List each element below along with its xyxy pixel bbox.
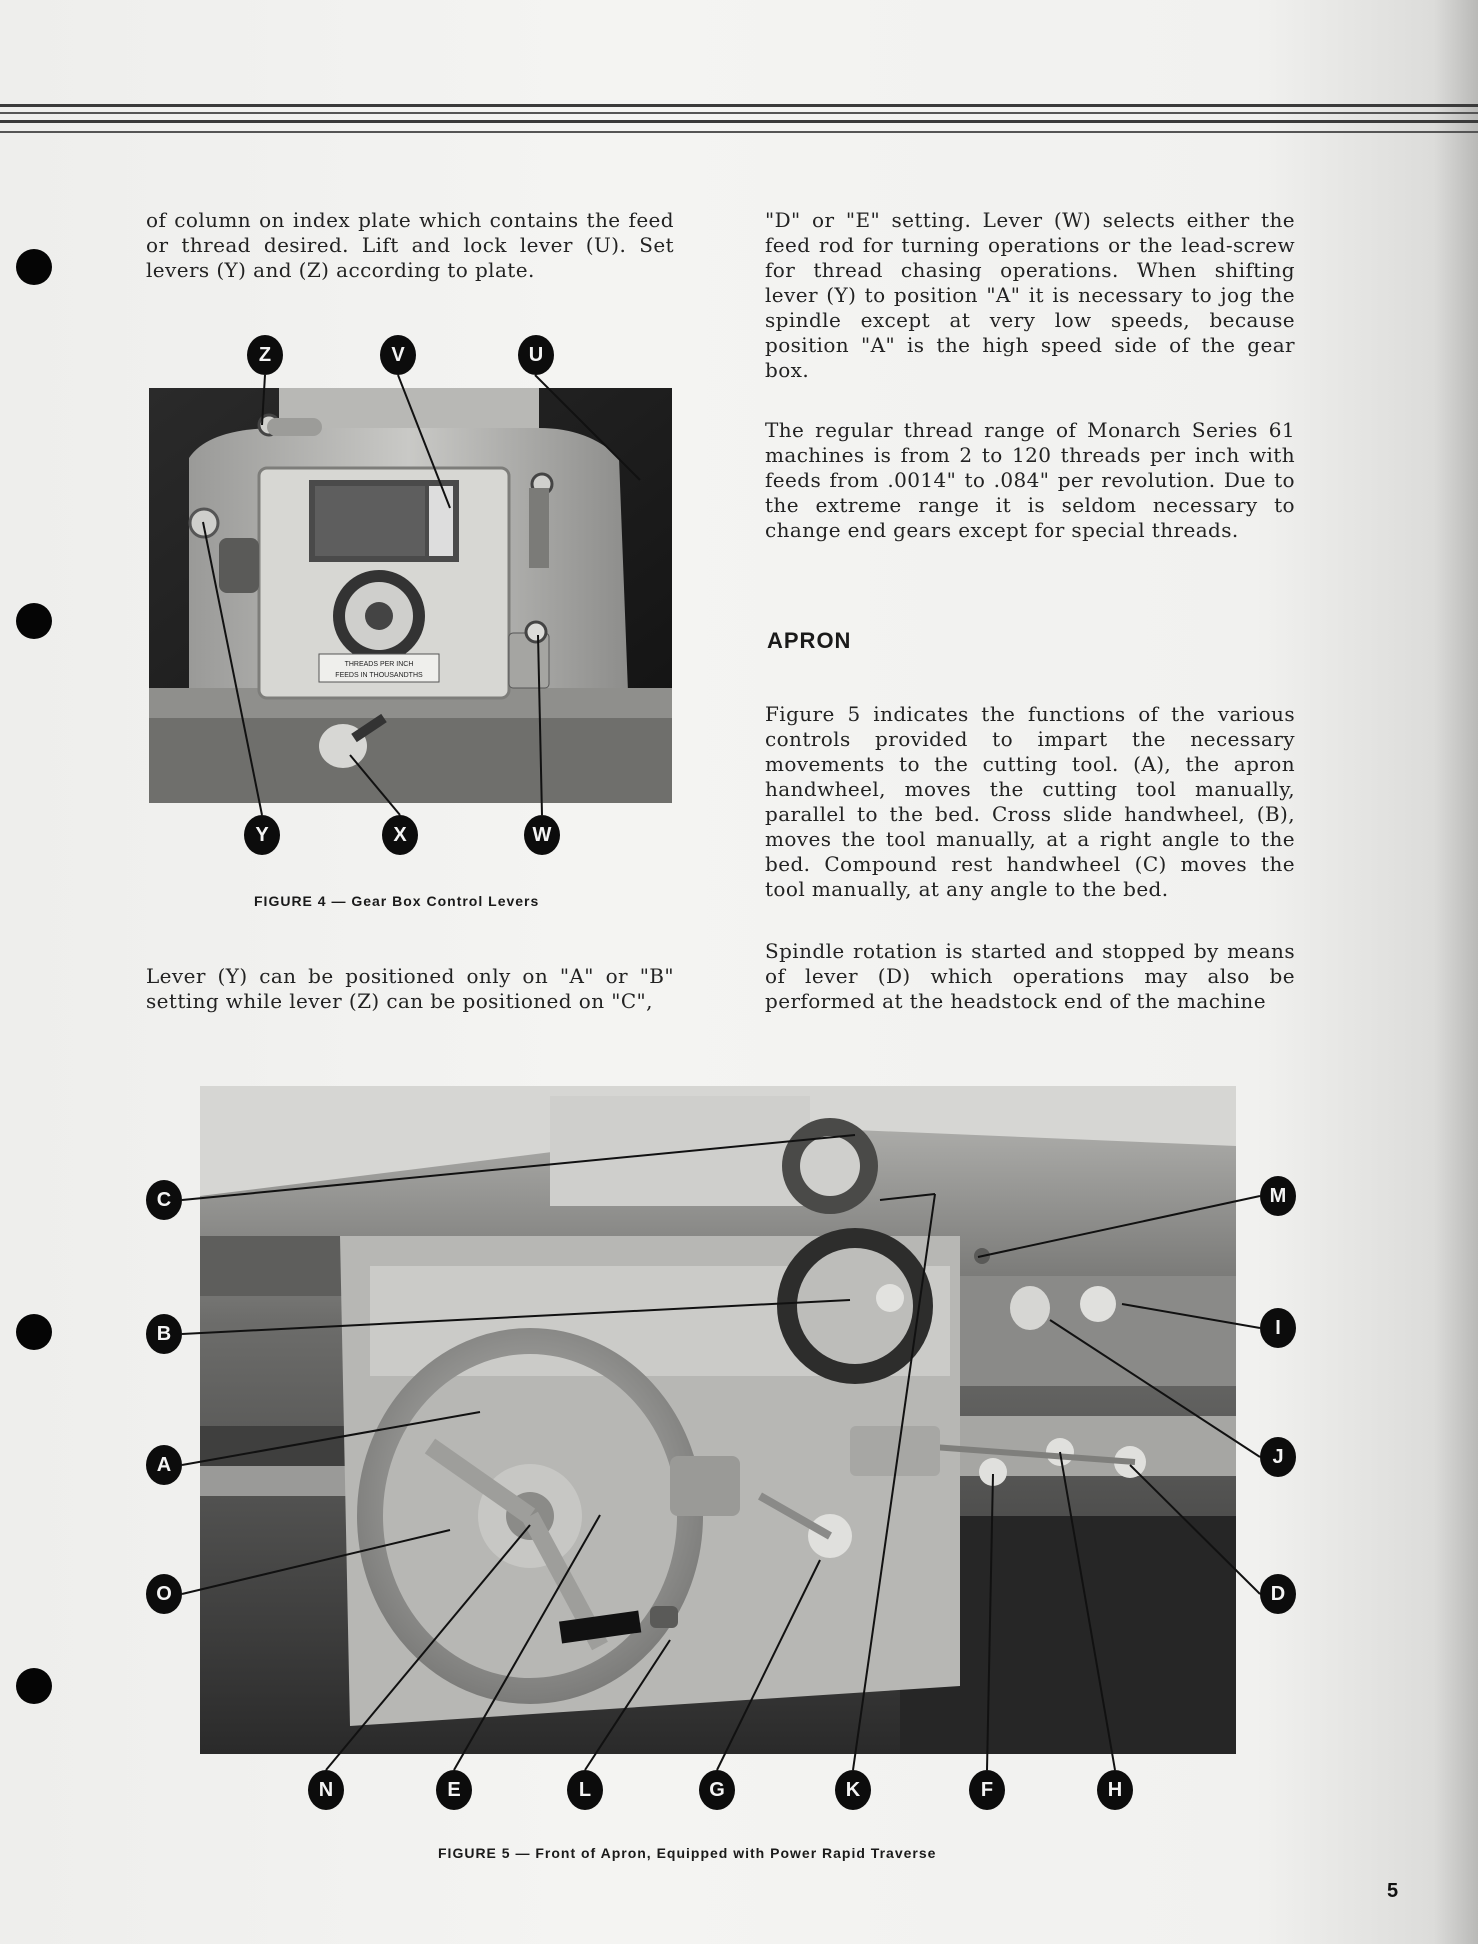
header-rule-1 — [0, 104, 1478, 107]
figure-4-photo — [149, 388, 672, 803]
fig5-label-i: I — [1260, 1308, 1296, 1348]
fig5-label-h: H — [1097, 1770, 1133, 1810]
index-plate-grid — [315, 486, 453, 556]
fig4-label-v: V — [380, 335, 416, 375]
fig4-label-z: Z — [247, 335, 283, 375]
figure-4-caption: FIGURE 4 — Gear Box Control Levers — [254, 893, 540, 909]
right-paragraph-3: Figure 5 indicates the functions of the various controls provided to impart the necessary movements to the cutting tool. (A), the apron handwheel, moves the cutting tool manually, parallel to the bed. Cross slide handwheel, (B), moves the tool manually, at a right angle to the bed. Compound rest handwheel (C) moves the tool manually, at any angle to the bed. — [765, 702, 1295, 901]
apron-heading: APRON — [767, 628, 852, 653]
page-number: 5 — [1387, 1880, 1399, 1902]
header-rule-4 — [0, 131, 1478, 133]
fig5-label-e: E — [436, 1770, 472, 1810]
apron-illustration — [200, 1086, 1236, 1754]
right-paragraph-1: "D" or "E" setting. Lever (W) selects either the feed rod for turning operations or the lead-screw for thread chasing operations. When shifting lever (Y) to position "A" it is necessary to jog the spindle except at very low speeds, because position "A" is the high speed side of the gear box. — [765, 208, 1295, 382]
binder-hole-2 — [16, 603, 52, 639]
fig4-label-w: W — [524, 815, 560, 855]
left-paragraph-1: of column on index plate which contains the feed or thread desired. Lift and lock lever (U). Set levers (Y) and (Z) according to plate. — [146, 208, 674, 282]
fig5-label-l: L — [567, 1770, 603, 1810]
svg-text:FEEDS IN THOUSANDTHS: FEEDS IN THOUSANDTHS — [335, 672, 423, 679]
fig4-label-y: Y — [244, 815, 280, 855]
right-paragraph-4: Spindle rotation is started and stopped by means of lever (D) which operations may also be performed at the headstock end of the machine — [765, 939, 1295, 1013]
fig5-label-o: O — [146, 1574, 182, 1614]
figure-5-photo — [200, 1086, 1236, 1754]
binder-hole-4 — [16, 1668, 52, 1704]
fig5-label-a: A — [146, 1445, 182, 1485]
right-paragraph-2: The regular thread range of Monarch Series 61 machines is from 2 to 120 threads per inch with feeds from .0014" to .084" per revolution. Due to the extreme range it is seldom necessary to change end gears except for special threads. — [765, 418, 1295, 542]
fig5-label-n: N — [308, 1770, 344, 1810]
svg-text:THREADS PER INCH: THREADS PER INCH — [344, 661, 414, 668]
left-paragraph-2: Lever (Y) can be positioned only on "A" or "B" setting while lever (Z) can be positioned on "C", — [146, 964, 674, 1013]
header-rule-3 — [0, 120, 1478, 123]
binder-hole-3 — [16, 1314, 52, 1350]
header-rule-2 — [0, 112, 1478, 114]
fig5-label-k: K — [835, 1770, 871, 1810]
fig5-label-b: B — [146, 1314, 182, 1354]
figure-5-caption: FIGURE 5 — Front of Apron, Equipped with Power Rapid Traverse — [438, 1845, 937, 1861]
fig5-label-g: G — [699, 1770, 735, 1810]
fig4-label-u: U — [518, 335, 554, 375]
fig5-label-d: D — [1260, 1574, 1296, 1614]
fig5-label-c: C — [146, 1180, 182, 1220]
fig4-label-x: X — [382, 815, 418, 855]
fig5-label-f: F — [969, 1770, 1005, 1810]
gearbox-illustration — [149, 388, 672, 803]
binder-hole-1 — [16, 249, 52, 285]
fig5-label-j: J — [1260, 1437, 1296, 1477]
fig5-label-m: M — [1260, 1176, 1296, 1216]
